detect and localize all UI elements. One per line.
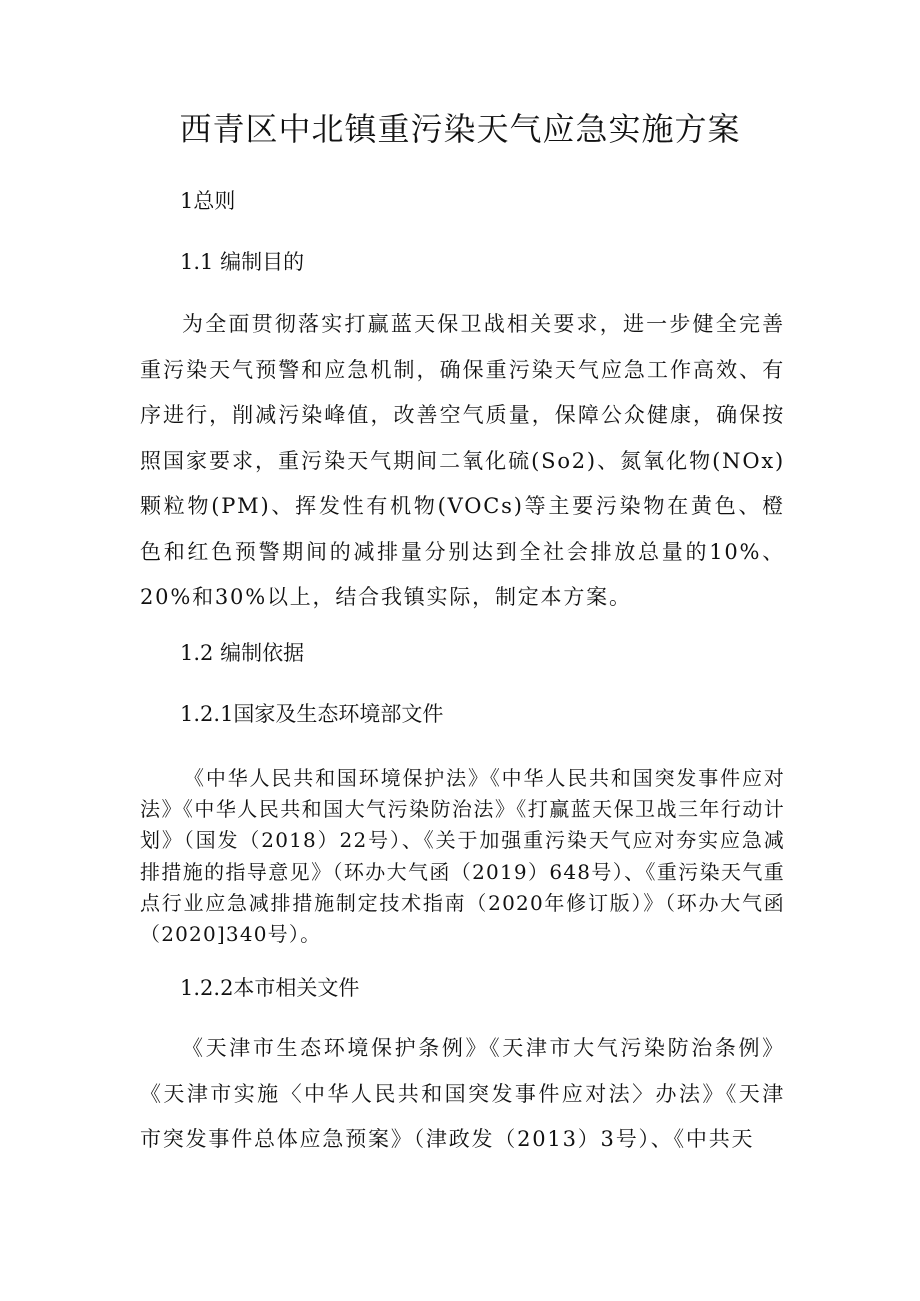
- section-heading-purpose: 1.1 编制目的: [180, 250, 305, 274]
- paragraph-city-documents: 《天津市生态环境保护条例》《天津市大气污染防治条例》《天津市实施〈中华人民共和国突发事件应对法〉办法》《天津市突发事件总体应急预案》（津政发（2013）3号）、《中共天: [140, 1036, 785, 1151]
- paragraph-purpose: 为全面贯彻落实打赢蓝天保卫战相关要求，进一步健全完善重污染天气预警和应急机制，确保重污染天气应急工作高效、有序进行，削减污染峰值，改善空气质量，保障公众健康，确保按照国家要求，重污染天气期间二氧化硫(So2)、氮氧化物(NOx)颗粒物(PM)、挥发性有机物(VOCs)等主要污染物在黄色、橙色和红色预警期间的减排量分别达到全社会排放总量的10%、20%和30%以上，结合我镇实际，制定本方案。: [140, 312, 785, 609]
- section-heading-general: 1总则: [180, 189, 236, 213]
- document-title: 西青区中北镇重污染天气应急实施方案: [179, 110, 741, 148]
- section-heading-basis: 1.2 编制依据: [180, 641, 305, 665]
- section-heading-national-documents: 1.2.1国家及生态环境部文件: [180, 702, 444, 726]
- paragraph-national-documents: 《中华人民共和国环境保护法》《中华人民共和国突发事件应对法》《中华人民共和国大气污染防治法》《打赢蓝天保卫战三年行动计划》（国发（2018）22号）、《关于加强重污染天气应对夯实应急减排措施的指导意见》（环办大气函（2019）648号）、《重污染天气重点行业应急减排措施制定技术指南（2020年修订版）》（环办大气函（2020]340号）。: [140, 766, 785, 947]
- section-heading-city-documents: 1.2.2本市相关文件: [180, 976, 360, 1000]
